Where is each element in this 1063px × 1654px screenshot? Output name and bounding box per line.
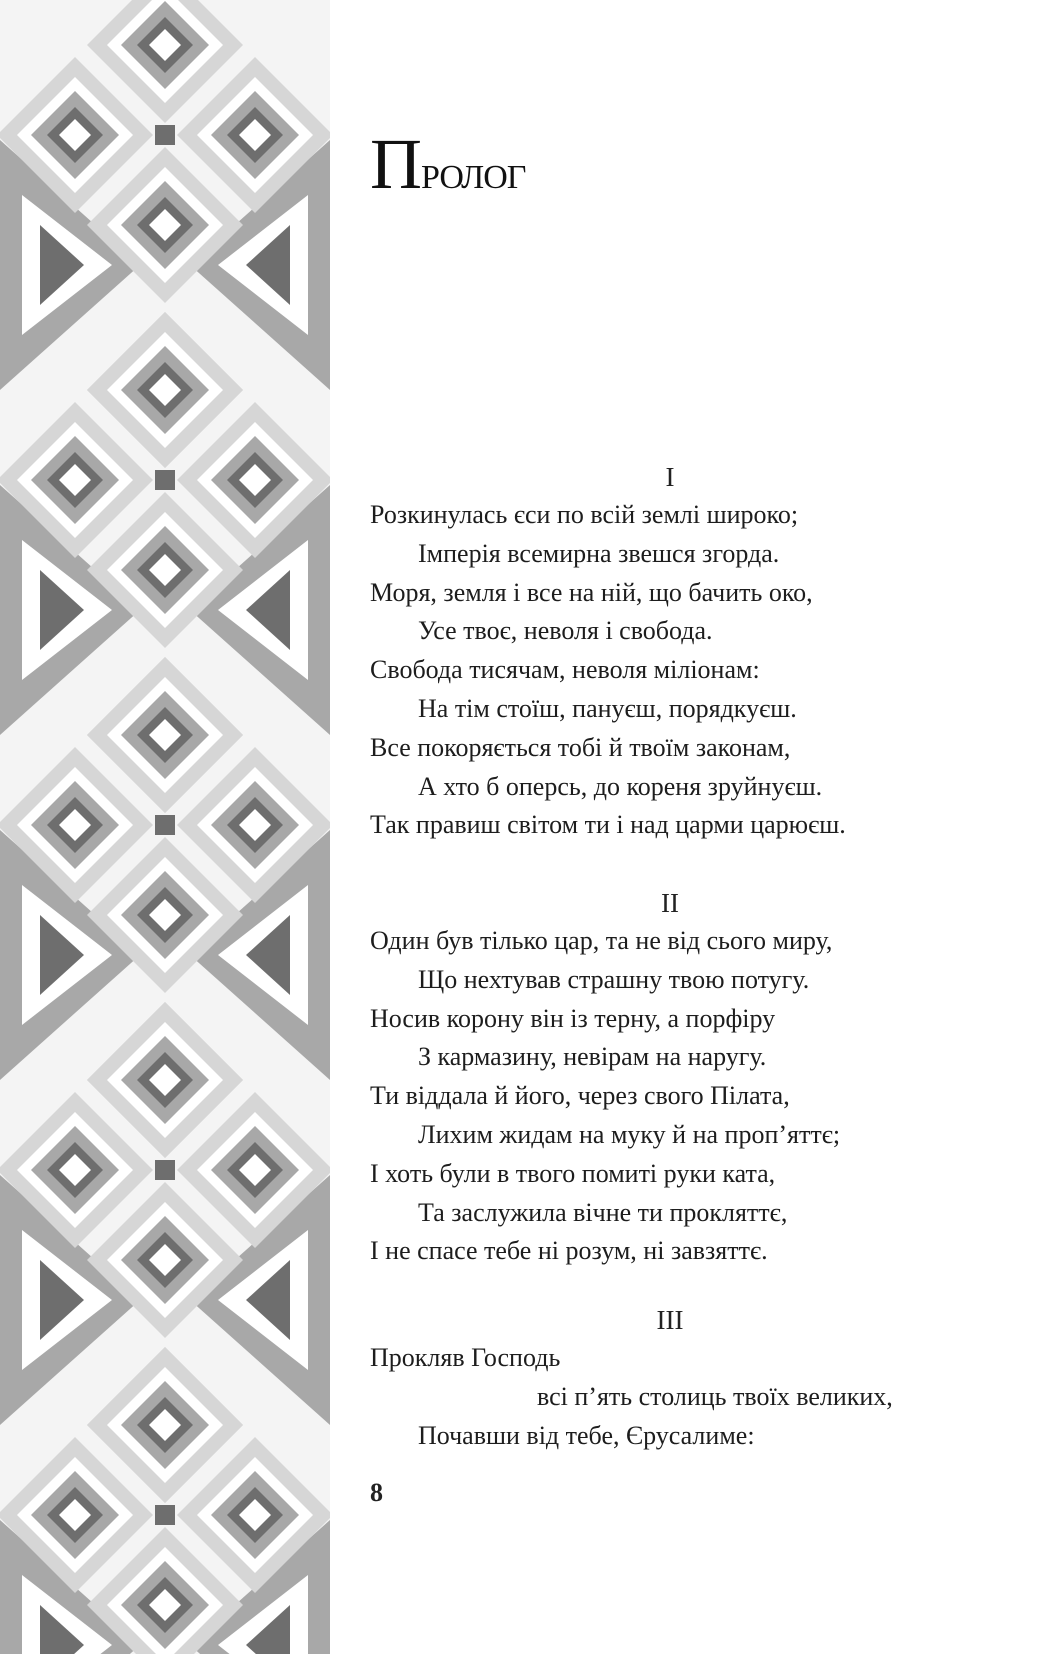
page-number: 8	[370, 1478, 383, 1507]
verse-line: А хто б оперсь, до кореня зруйнуєш.	[418, 771, 823, 801]
square-motif	[155, 1160, 175, 1180]
decorative-border-ornament	[0, 0, 330, 1654]
verse-line: Розкинулась єси по всій землі широко;	[370, 500, 799, 529]
stanza-3	[370, 1301, 970, 1455]
stanza-1	[370, 458, 970, 845]
stanza-number: I	[665, 462, 675, 492]
chapter-title: Пролог	[370, 124, 526, 204]
verse-line: Що нехтував страшну твою потугу.	[418, 964, 810, 994]
stanza-number: II	[661, 888, 679, 918]
page-content	[370, 0, 1020, 1654]
verse-line: Лихим жидам на муку й на проп’яттє;	[418, 1119, 841, 1149]
stanza-2	[370, 884, 970, 1271]
verse-line: Носив корону він із терну, а порфіру	[370, 1003, 776, 1033]
verse-line: Та заслужила вічне ти прокляттє,	[418, 1197, 788, 1227]
verse-line: Моря, земля і все на ній, що бачить око,	[370, 577, 813, 607]
square-motif	[155, 1505, 175, 1525]
verse-line: З кармазину, невірам на наругу.	[418, 1042, 767, 1072]
verse-line: всі п’ять столиць твоїх великих,	[537, 1381, 893, 1411]
verse-line: Імперія всемирна звешся згорда.	[418, 538, 780, 568]
verse-line: І не спасе тебе ні розум, ні завзяттє.	[370, 1236, 768, 1266]
square-motif	[155, 470, 175, 490]
verse-line: І хоть були в твого помиті руки ката,	[370, 1158, 776, 1188]
verse-line: Все покоряється тобі й твоїм законам,	[370, 732, 791, 762]
verse-line: Усе твоє, неволя і свобода.	[418, 616, 713, 646]
square-motif	[155, 125, 175, 145]
verse-line: Один був тілько цар, та не від сього миру,	[370, 926, 833, 955]
verse-line: На тім стоїш, пануєш, порядкуєш.	[418, 693, 797, 723]
verse-line: Так правиш світом ти і над царми царюєш.	[370, 810, 846, 840]
verse-line: Почавши від тебе, Єрусалиме:	[418, 1420, 755, 1450]
verse-line: Прокляв Господь	[370, 1343, 561, 1372]
verse-line: Ти віддала й його, через свого Пілата,	[370, 1081, 790, 1111]
stanza-number: III	[656, 1305, 684, 1335]
verse-line: Свобода тисячам, неволя міліонам:	[370, 655, 760, 685]
square-motif	[155, 815, 175, 835]
